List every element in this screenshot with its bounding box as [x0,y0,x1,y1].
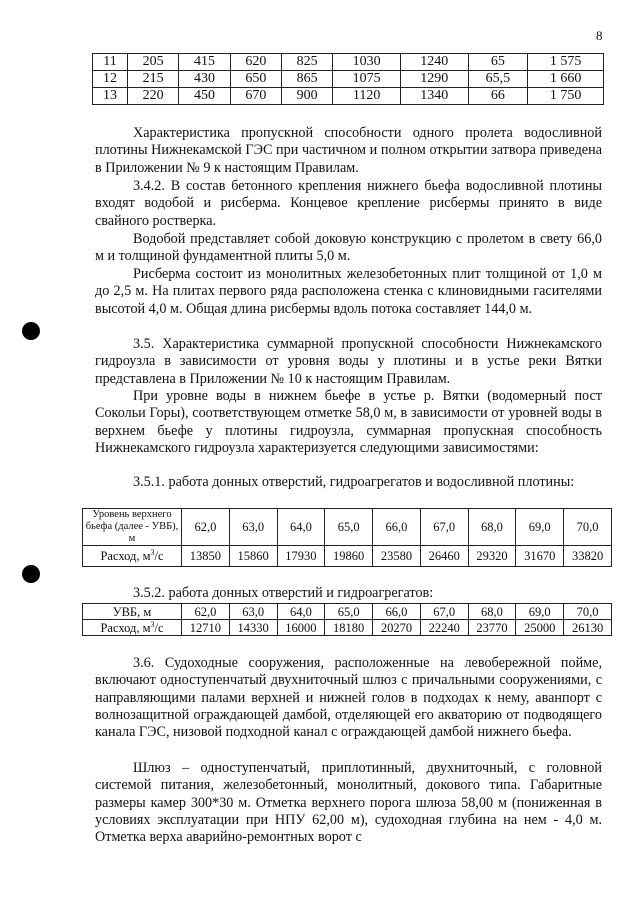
table-cell: 825 [281,54,332,71]
level-cell: 65,0 [325,509,373,546]
table-row [93,54,604,71]
table-cell: 900 [281,88,332,105]
level-cell: 70,0 [564,509,612,546]
table-header-label: УВБ, м [83,604,182,620]
table-cell: 65 [468,54,528,71]
discharge-cell: 26130 [564,620,612,636]
table-cell: 430 [179,71,230,88]
level-cell: 69,0 [516,509,564,546]
table-cell: 1030 [333,54,401,71]
discharge-cell: 23580 [373,546,421,567]
discharge-cell: 22240 [420,620,468,636]
table-cell: 450 [179,88,230,105]
discharge-cell: 13850 [182,546,230,567]
level-cell: 64,0 [277,604,325,620]
paragraph-apron: Водобой представляет собой доковую конструкцию с пролетом в свету 66,0 м и толщиной фундаментной плиты 5,0 м. [95,231,602,265]
discharge-cell: 19860 [325,546,373,567]
discharge-cell: 25000 [516,620,564,636]
level-cell: 62,0 [182,604,230,620]
level-cell: 70,0 [564,604,612,620]
paragraph-3-4-2: 3.4.2. В состав бетонного крепления нижнего бьефа водосливной плотины входят водобой и рисберма. Концевое крепление рисбермы принято в виде свайного ростверка. [95,178,602,229]
table-cell: 1120 [333,88,401,105]
level-cell: 63,0 [229,604,277,620]
discharge-cell: 14330 [229,620,277,636]
table-row [93,71,604,88]
table-cell: 13 [93,88,128,105]
discharge-cell: 31670 [516,546,564,567]
discharge-cell: 23770 [468,620,516,636]
level-cell: 63,0 [229,509,277,546]
level-cell: 67,0 [420,509,468,546]
table-cell: 65,5 [468,71,528,88]
table-cell: 1075 [333,71,401,88]
table-header-label: Уровень верхнего бьефа (далее - УВБ), м [83,509,182,546]
discharge-table-3-5-2 [82,603,612,636]
punch-hole-icon [22,565,40,583]
level-cell: 65,0 [325,604,373,620]
table-cell: 415 [179,54,230,71]
table-cell: 1240 [400,54,468,71]
paragraph-3-5-1: 3.5.1. работа донных отверстий, гидроагрегатов и водосливной плотины: [133,474,575,490]
discharge-cell: 29320 [468,546,516,567]
level-cell: 69,0 [516,604,564,620]
punch-hole-icon [22,322,40,340]
table-cell: 66 [468,88,528,105]
level-cell: 68,0 [468,509,516,546]
table-cell: 1 660 [528,71,604,88]
water-level-table [92,53,604,105]
table-cell: 11 [93,54,128,71]
table-cell: 12 [93,71,128,88]
page-number: 8 [596,28,603,43]
discharge-label: Расход, $м^3/с$ [83,546,182,567]
table-row [93,88,604,105]
table-cell: 215 [128,71,179,88]
discharge-cell: 12710 [182,620,230,636]
level-cell: 68,0 [468,604,516,620]
table-cell: 1 575 [528,54,604,71]
table-cell: 205 [128,54,179,71]
level-cell: 66,0 [373,509,421,546]
discharge-table-3-5-1 [82,508,612,567]
discharge-cell: 26460 [420,546,468,567]
level-cell: 66,0 [373,604,421,620]
discharge-label: Расход, $м^3/с$ [83,620,182,636]
table-cell: 865 [281,71,332,88]
discharge-cell: 33820 [564,546,612,567]
paragraph-downstream-level: При уровне воды в нижнем бьефе в устье р. Вятки (водомерный пост Сокольи Горы), соответствующем отметке 58,0 м, в зависимости от уровней воды в верхнем бьефе у плотины гидроузла, суммарная пропускная способность Нижнекамского гидроузла характеризуется следующими зависимостями: [95,388,602,456]
paragraph-3-5-2: 3.5.2. работа донных отверстий и гидроагрегатов: [133,585,434,601]
discharge-cell: 20270 [373,620,421,636]
discharge-cell: 15860 [229,546,277,567]
table-cell: 670 [230,88,281,105]
table-cell: 1 750 [528,88,604,105]
level-cell: 64,0 [277,509,325,546]
table-cell: 650 [230,71,281,88]
table-cell: 1340 [400,88,468,105]
discharge-cell: 17930 [277,546,325,567]
table-cell: 1290 [400,71,468,88]
paragraph-spillway-capacity: Характеристика пропускной способности одного пролета водосливной плотины Нижнекамской ГЭС при частичном и полном открытии затвора приведена в Приложении № 9 к настоящим Правилам. [95,125,602,176]
paragraph-riprap: Рисберма состоит из монолитных железобетонных плит толщиной от 1,0 м до 2,5 м. На плитах первого ряда расположена стенка с клиновидными гасителями высотой 4,0 м. Общая длина рисбермы вдоль потока составляет 144,0 м. [95,266,602,317]
table-cell: 620 [230,54,281,71]
level-cell: 67,0 [420,604,468,620]
paragraph-lock: Шлюз – одноступенчатый, приплотинный, двухниточный, с головной системой питания, железобетонный, монолитный, докового типа. Габаритные размеры камер 300*30 м. Отметка верхнего порога шлюза 58,00 м (пониженная в условиях эксплуатации при НПУ 62,00 м), судоходная глубина на нем - 4,0 м. Отметка верха аварийно-ремонтных ворот с [95,760,602,846]
paragraph-3-5: 3.5. Характеристика суммарной пропускной способности Нижнекамского гидроузла в зависимости от уровня воды у плотины и в устье реки Вятки представлена в Приложении № 10 к настоящим Правилам. [95,336,602,387]
discharge-cell: 18180 [325,620,373,636]
level-cell: 62,0 [182,509,230,546]
discharge-cell: 16000 [277,620,325,636]
table-cell: 220 [128,88,179,105]
paragraph-3-6: 3.6. Судоходные сооружения, расположенные на левобережной пойме, включают одноступенчатый двухниточный шлюз с причальными сооружениями, с направляющими палами верхней и нижней голов в подходах к нему, аванпорт с волнозащитной ограждающей дамбой, отделяющей его акваторию от подводящего канала ГЭС, низовой подходной канал с ограждающей дамбой нижнего бьефа. [95,655,602,741]
